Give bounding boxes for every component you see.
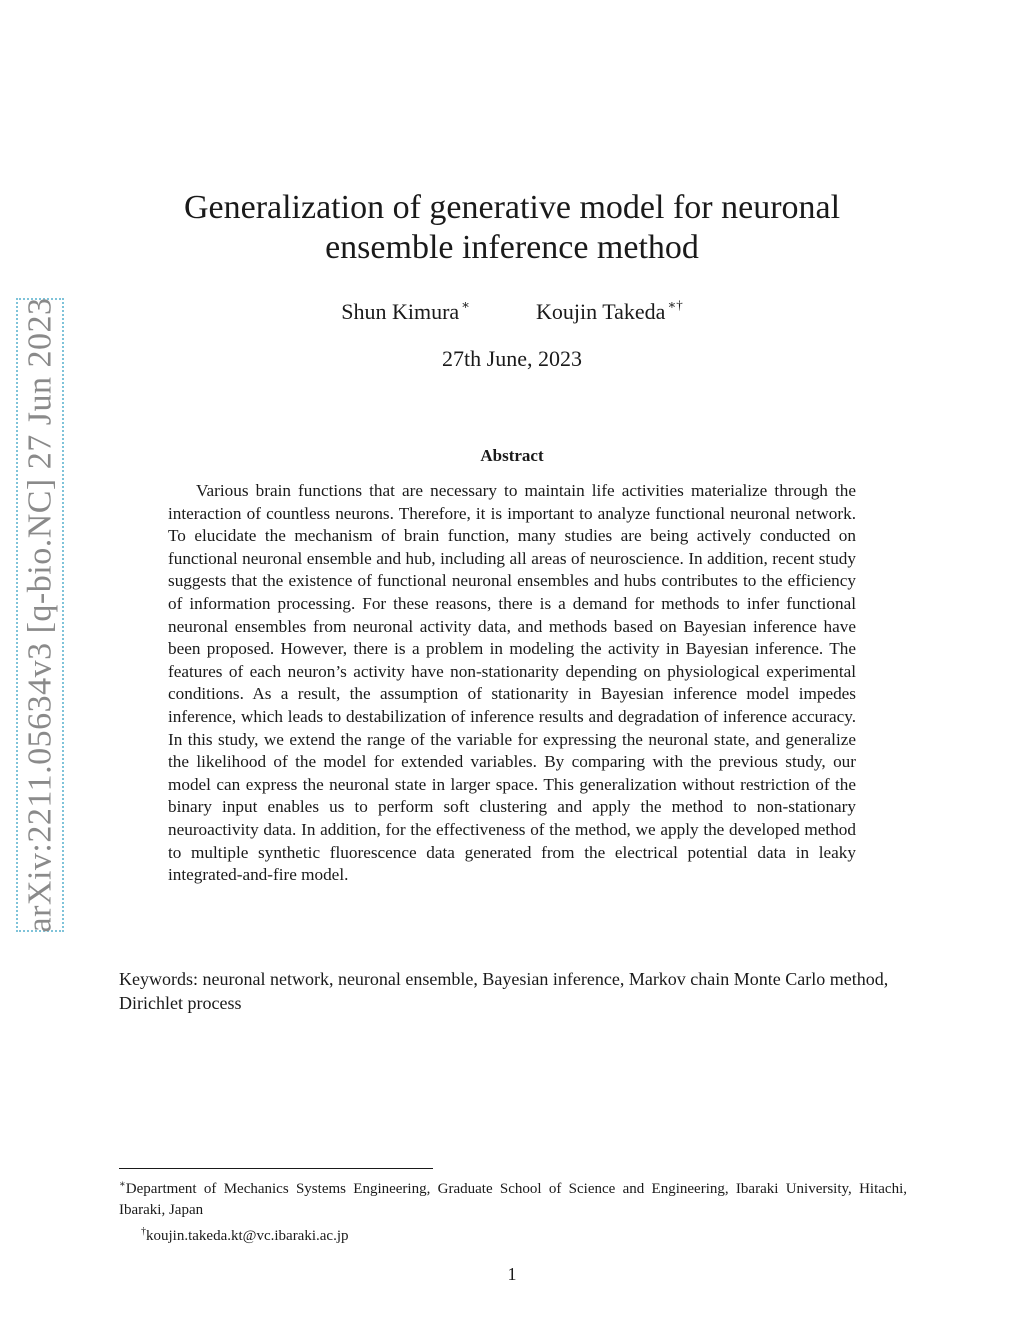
author-2-name: Koujin Takeda xyxy=(536,299,666,324)
paper-date: 27th June, 2023 xyxy=(442,346,582,371)
author-2-marks: ∗† xyxy=(667,297,683,312)
footnotes xyxy=(119,1174,907,1247)
footnote-affiliation-text: Department of Mechanics Systems Engineering, Graduate School of Science and Engineering, Ibaraki University, Hitachi, Ibaraki, Japan xyxy=(119,1181,907,1218)
author-1-name: Shun Kimura xyxy=(341,299,460,324)
arxiv-stamp xyxy=(16,298,64,932)
author-1 xyxy=(341,297,470,325)
author-list xyxy=(0,297,1024,325)
author-1-marks: ∗ xyxy=(461,297,471,312)
footnote-rule xyxy=(119,1168,433,1169)
footnote-email-mark: † xyxy=(141,1226,146,1237)
footnote-email xyxy=(119,1221,907,1247)
footnote-email-text[interactable]: koujin.takeda.kt@vc.ibaraki.ac.jp xyxy=(146,1228,349,1244)
paper-title-line-2: ensemble inference method xyxy=(325,229,699,266)
author-2 xyxy=(536,297,683,325)
footnote-affiliation-mark: ∗ xyxy=(119,1179,126,1190)
footnote-affiliation xyxy=(119,1174,907,1221)
paper-title-line-1: Generalization of generative model for neuronal xyxy=(183,189,841,226)
abstract-heading: Abstract xyxy=(480,446,544,465)
paper-title xyxy=(150,188,874,268)
arxiv-stamp-text: arXiv:2211.05634v3 [q-bio.NC] 27 Jun 2023 xyxy=(21,297,59,933)
abstract-text: Various brain functions that are necessary to maintain life activities materialize through the interaction of countless neurons. Therefore, it is important to analyze functional neuronal network. To elucidate the mechanism of brain function, many studies are being actively conducted on functional neuronal ensemble and hub, including all areas of neuroscience. In addition, recent study suggests that the existence of functional neuronal ensembles and hubs contributes to the efficiency of information processing. For these reasons, there is a demand for methods to infer functional neuronal ensembles from neuronal activity data, and methods based on Bayesian inference have been proposed. However, there is a problem in modeling the activity in Bayesian inference. The features of each neuron’s activity have non-stationarity depending on physiological experimental conditions. As a result, the assumption of stationarity in Bayesian inference model impedes inference, which leads to destabilization of inference results and degradation of inference accuracy. In this study, we extend the range of the variable for expressing the neuronal state, and generalize the likelihood of the model for extended variables. By comparing with the previous study, our model can express the neuronal state in larger space. This generalization without restriction of the binary input enables us to perform soft clustering and apply the method to non-stationary neuroactivity data. In addition, for the effectiveness of the method, we apply the developed method to multiple synthetic fluorescence data generated from the electrical potential data in leaky integrated-and-fire model. xyxy=(168,481,856,885)
keywords: Keywords: neuronal network, neuronal ensemble, Bayesian inference, Markov chain Monte Carlo method, Dirichlet process xyxy=(119,969,889,1013)
page-number: 1 xyxy=(507,1264,517,1284)
